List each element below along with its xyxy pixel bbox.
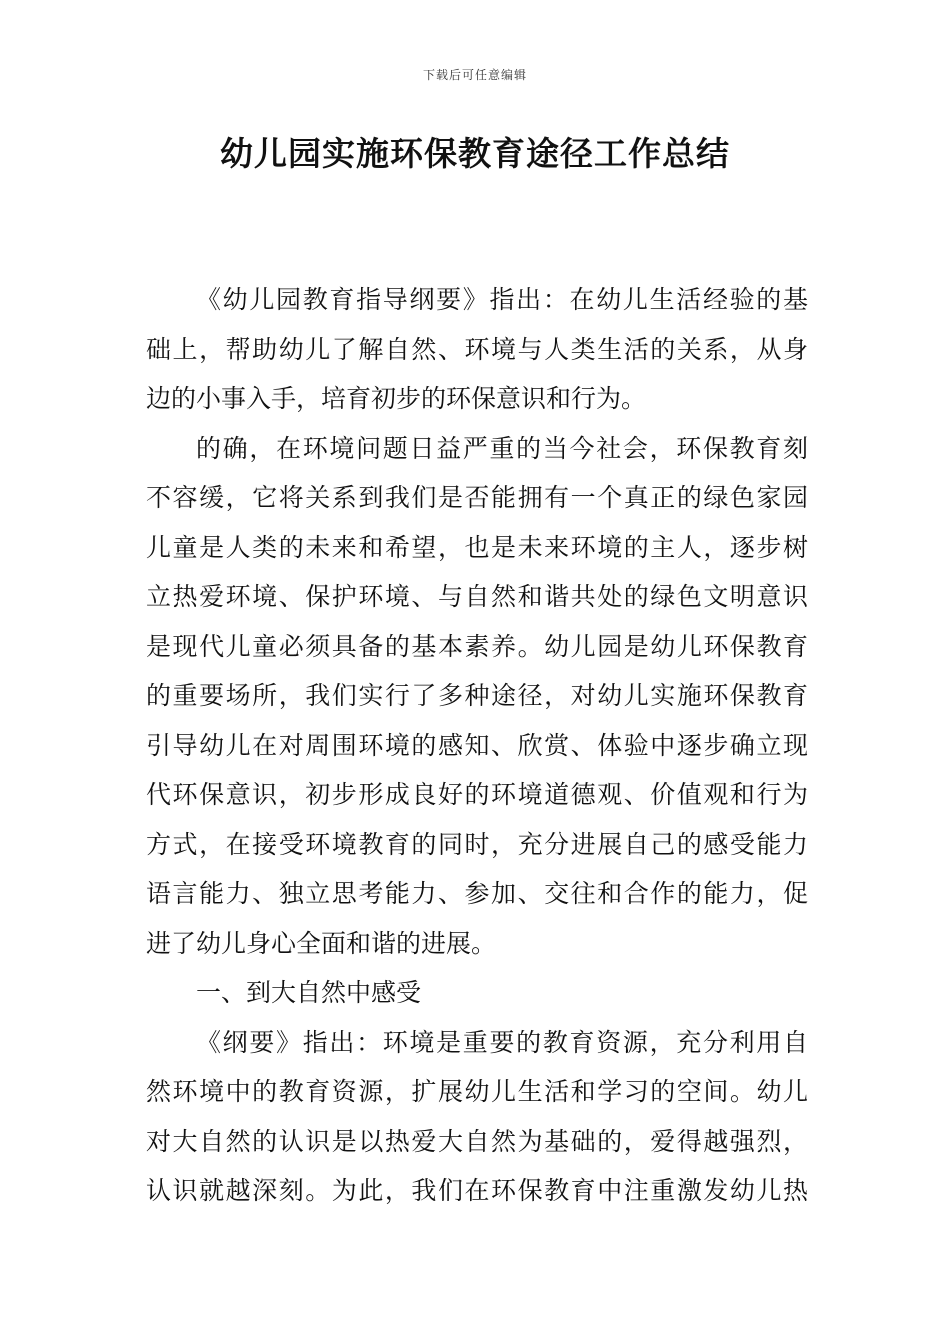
body-line: 的确，在环境问题日益严重的当今社会，环保教育刻 [196, 433, 808, 463]
body-line: 边的小事入手，培育初步的环保意识和行为。 [146, 384, 647, 413]
document-body [146, 275, 808, 1216]
body-line: 的重要场所，我们实行了多种途径，对幼儿实施环保教育 [146, 681, 808, 710]
body-line: 础上，帮助幼儿了解自然、环境与人类生活的关系，从身 [146, 334, 808, 364]
body-line: 一、到大自然中感受 [196, 978, 422, 1007]
body-line: 不容缓，它将关系到我们是否能拥有一个真正的绿色家园 [146, 483, 808, 512]
body-line: 《纲要》指出：环境是重要的教育资源，充分利用自 [196, 1027, 808, 1057]
body-line: 立热爱环境、保护环境、与自然和谐共处的绿色文明意识 [146, 582, 808, 611]
body-line: 是现代儿童必须具备的基本素养。幼儿园是幼儿环保教育 [146, 631, 808, 661]
body-line: 代环保意识，初步形成良好的环境道德观、价值观和行为 [146, 780, 808, 809]
header-note: 下载后可任意编辑 [422, 68, 527, 82]
body-line: 《幼儿园教育指导纲要》指出：在幼儿生活经验的基 [196, 285, 808, 314]
body-line: 方式，在接受环境教育的同时，充分进展自己的感受能力 [146, 829, 808, 859]
body-line: 对大自然的认识是以热爱大自然为基础的，爱得越强烈， [146, 1126, 808, 1156]
body-line: 儿童是人类的未来和希望，也是未来环境的主人，逐步树 [146, 532, 808, 562]
body-line: 认识就越深刻。为此，我们在环保教育中注重激发幼儿热 [146, 1176, 808, 1205]
body-line: 进了幼儿身心全面和谐的进展。 [146, 928, 497, 958]
body-line: 语言能力、独立思考能力、参加、交往和合作的能力，促 [146, 879, 808, 908]
body-line: 引导幼儿在对周围环境的感知、欣赏、体验中逐步确立现 [146, 730, 808, 760]
body-line: 然环境中的教育资源，扩展幼儿生活和学习的空间。幼儿 [146, 1077, 808, 1106]
document-title: 幼儿园实施环保教育途径工作总结 [220, 134, 730, 173]
